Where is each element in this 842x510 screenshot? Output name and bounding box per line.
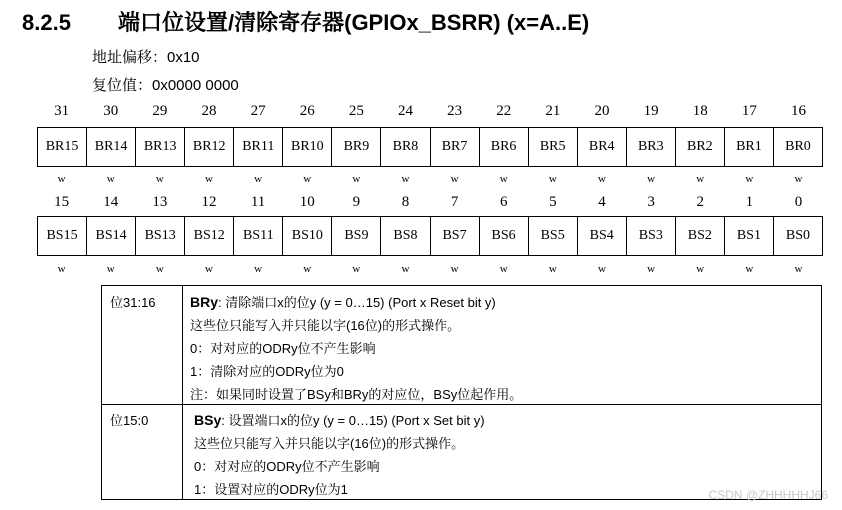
register-field: BS1 <box>725 217 774 255</box>
row-bits: 位31:16 <box>110 295 156 310</box>
description-row-bsy <box>102 404 821 499</box>
access-type: w <box>352 263 361 275</box>
register-field: BR4 <box>578 128 627 166</box>
section-heading <box>22 6 589 37</box>
desc-line: 注：如果同时设置了BSy和BRy的对应位，BSy位起作用。 <box>190 387 523 402</box>
register-field: BR8 <box>381 128 430 166</box>
bit-number: 16 <box>790 103 806 119</box>
access-type: w <box>204 263 213 275</box>
register-field: BR15 <box>38 128 87 166</box>
low-access-row <box>37 263 823 275</box>
bit-number: 25 <box>348 103 364 119</box>
bit-number: 18 <box>692 103 708 119</box>
access-type: w <box>696 173 705 185</box>
access-type: w <box>254 263 263 275</box>
bit-number: 22 <box>496 103 512 119</box>
access-type: w <box>597 173 606 185</box>
field-name: BSy <box>194 412 222 428</box>
low-register-fields <box>37 216 823 256</box>
register-field: BS9 <box>332 217 381 255</box>
register-field: BS0 <box>785 228 811 243</box>
register-field: BS6 <box>480 217 529 255</box>
access-type: w <box>57 263 66 275</box>
access-type: w <box>548 263 557 275</box>
access-type: w <box>647 173 656 185</box>
access-type: w <box>696 263 705 275</box>
field-title: : 设置端口x的位y (y = 0…15) (Port x Set bit y) <box>221 413 485 428</box>
register-field: BS5 <box>529 217 578 255</box>
register-field: BS7 <box>431 217 480 255</box>
bit-number: 5 <box>549 194 557 210</box>
reset-value: 复位值：0x0000 0000 <box>92 77 239 94</box>
register-field: BS14 <box>87 217 136 255</box>
bit-number: 13 <box>152 194 168 210</box>
bit-number: 10 <box>299 194 315 210</box>
bit-number: 15 <box>54 194 70 210</box>
register-field: BR13 <box>136 128 185 166</box>
register-field: BR11 <box>234 128 283 166</box>
register-field: BR0 <box>785 139 811 154</box>
access-type: w <box>204 173 213 185</box>
bit-number: 14 <box>103 194 119 210</box>
section-number: 8.2.5 <box>22 10 71 35</box>
access-type: w <box>597 263 606 275</box>
register-field: BR5 <box>529 128 578 166</box>
access-type: w <box>303 173 312 185</box>
access-type: w <box>303 263 312 275</box>
access-type: w <box>106 173 115 185</box>
desc-line: 1：设置对应的ODRy位为1 <box>194 482 348 497</box>
bit-number: 0 <box>794 194 803 210</box>
section-title: 端口位设置/清除寄存器(GPIOx_BSRR) (x=A..E) <box>118 10 590 35</box>
desc-line: 0：对对应的ODRy位不产生影响 <box>194 459 380 474</box>
access-type: w <box>745 263 754 275</box>
bit-number: 23 <box>447 103 463 119</box>
register-field: BR7 <box>431 128 480 166</box>
bit-number: 2 <box>696 194 704 210</box>
access-type: w <box>450 173 459 185</box>
low-bit-numbers <box>37 194 823 211</box>
register-field: BS13 <box>136 217 185 255</box>
desc-line: 1：清除对应的ODRy位为0 <box>190 364 344 379</box>
bit-number: 24 <box>397 103 413 119</box>
watermark: CSDN @ZHHHHHJ66 <box>708 488 828 502</box>
access-type: w <box>548 173 557 185</box>
access-type: w <box>401 173 410 185</box>
access-type: w <box>499 263 508 275</box>
register-field: BR9 <box>332 128 381 166</box>
field-description-table <box>101 285 822 500</box>
access-type: w <box>155 173 164 185</box>
access-type: w <box>794 173 803 185</box>
bit-number: 30 <box>103 103 119 119</box>
bit-number: 27 <box>250 103 266 119</box>
access-type: w <box>745 173 754 185</box>
field-title: : 清除端口x的位y (y = 0…15) (Port x Reset bit y) <box>218 295 496 310</box>
high-bit-numbers <box>37 103 823 120</box>
register-field: BR10 <box>283 128 332 166</box>
register-field: BS15 <box>38 217 87 255</box>
high-access-row <box>37 173 823 185</box>
register-field: BR3 <box>627 128 676 166</box>
high-register-fields <box>37 127 823 167</box>
bit-number: 20 <box>594 103 610 119</box>
access-type: w <box>647 263 656 275</box>
access-type: w <box>794 263 803 275</box>
desc-line: 0：对对应的ODRy位不产生影响 <box>190 341 376 356</box>
access-type: w <box>401 263 410 275</box>
access-type: w <box>106 263 115 275</box>
access-type: w <box>352 173 361 185</box>
address-offset: 地址偏移：0x10 <box>92 49 200 66</box>
bit-number: 19 <box>643 103 659 119</box>
bit-number: 29 <box>152 103 168 119</box>
access-type: w <box>499 173 508 185</box>
register-field: BS8 <box>381 217 430 255</box>
access-type: w <box>254 173 263 185</box>
bit-number: 7 <box>450 194 459 210</box>
bit-number: 12 <box>201 194 217 210</box>
register-field: BR6 <box>480 128 529 166</box>
register-field: BS11 <box>234 217 283 255</box>
row-bits: 位15:0 <box>110 413 149 428</box>
register-field: BR1 <box>725 128 774 166</box>
register-field: BS3 <box>627 217 676 255</box>
description-row-bry <box>102 286 821 405</box>
field-name: BRy <box>190 294 219 310</box>
register-field: BS2 <box>676 217 725 255</box>
row-text <box>190 291 522 406</box>
bit-number: 11 <box>250 194 266 210</box>
bit-number: 1 <box>745 194 754 210</box>
desc-line: 这些位只能写入并只能以字(16位)的形式操作。 <box>194 436 465 451</box>
bit-number: 4 <box>598 194 606 210</box>
bit-number: 9 <box>352 194 361 210</box>
bit-number: 6 <box>499 194 508 210</box>
bit-number: 28 <box>201 103 217 119</box>
bit-number: 31 <box>54 103 70 119</box>
register-field: BR2 <box>676 128 725 166</box>
row-text <box>194 409 485 501</box>
register-field: BS10 <box>283 217 332 255</box>
register-field: BR14 <box>87 128 136 166</box>
bit-number: 3 <box>647 194 655 210</box>
bit-number: 26 <box>299 103 315 119</box>
bit-number: 21 <box>545 103 561 119</box>
bit-number: 17 <box>741 103 757 119</box>
register-field: BR12 <box>185 128 234 166</box>
desc-line: 这些位只能写入并只能以字(16位)的形式操作。 <box>190 318 461 333</box>
register-field: BS4 <box>578 217 627 255</box>
register-field: BS12 <box>185 217 234 255</box>
access-type: w <box>450 263 459 275</box>
bit-number: 8 <box>401 194 410 210</box>
access-type: w <box>57 173 66 185</box>
access-type: w <box>155 263 164 275</box>
